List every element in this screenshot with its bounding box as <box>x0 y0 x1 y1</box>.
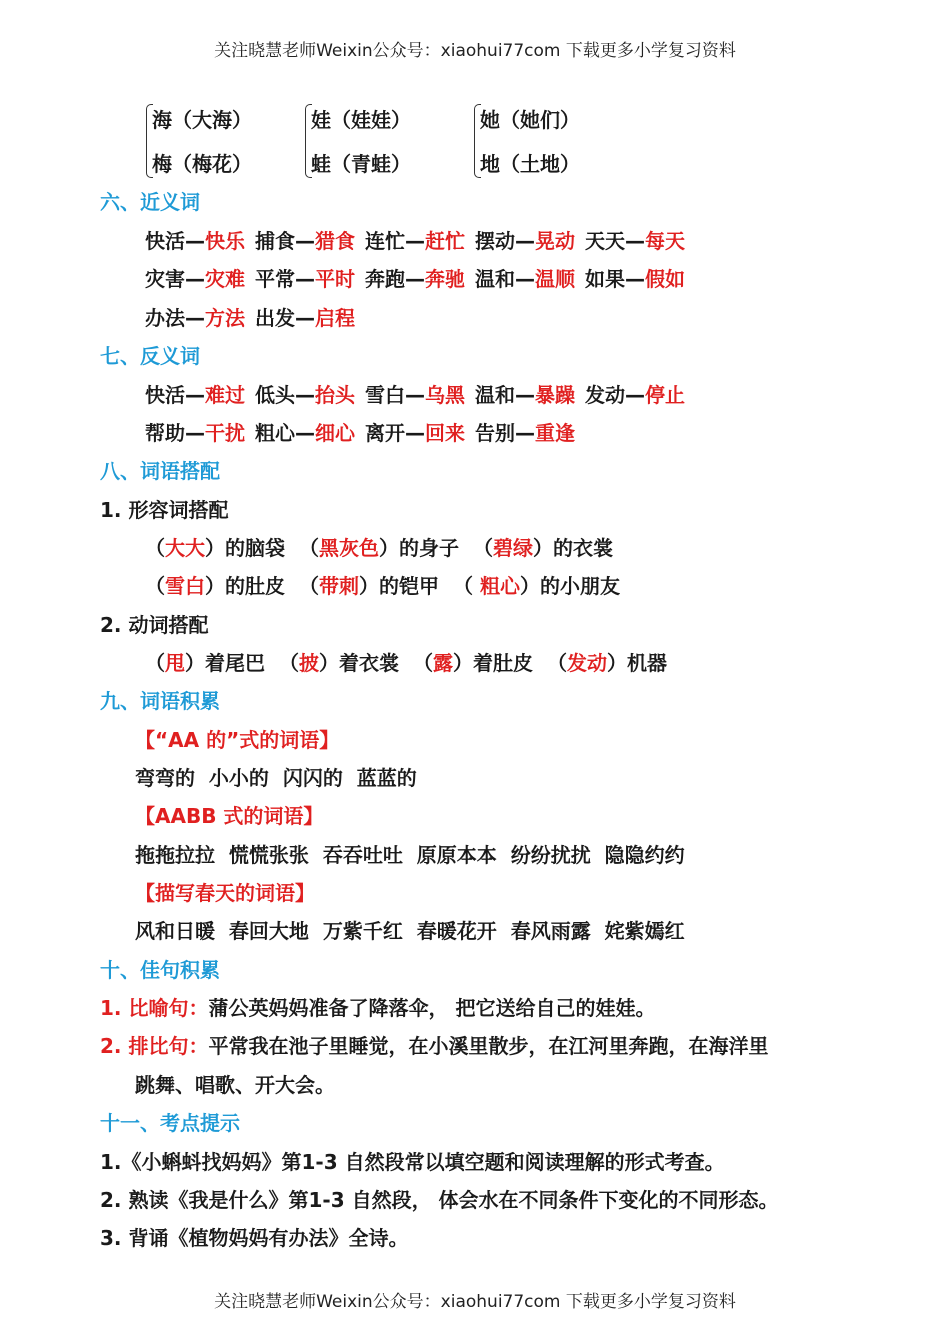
answer-word: 重逢 <box>535 421 575 445</box>
word-pair <box>145 228 245 254</box>
answer-word: 方法 <box>205 306 245 330</box>
dash-separator: — <box>405 229 425 253</box>
paren-open: （ <box>145 574 165 598</box>
word-pair <box>585 228 685 254</box>
word-pair <box>475 228 575 254</box>
dash-separator: — <box>295 306 315 330</box>
section-title-accumulation: 九、词语积累 <box>100 689 220 713</box>
dash-separator: — <box>295 229 315 253</box>
dash-separator: — <box>625 229 645 253</box>
answer-word: 碧绿 <box>493 536 533 560</box>
paren-open: （ <box>453 574 473 598</box>
category-heading: 【描写春天的词语】 <box>135 881 315 905</box>
sentence-label: 1. 比喻句： <box>100 996 209 1020</box>
answer-word: 发动 <box>567 651 607 675</box>
paren-open: （ <box>473 536 493 560</box>
section-title-sentences: 十、佳句积累 <box>100 958 220 982</box>
word-list: 弯弯的 小小的 闪闪的 蓝蓝的 <box>135 766 417 790</box>
word-pair <box>255 420 355 446</box>
answer-word: 温顺 <box>535 267 575 291</box>
word-pair <box>365 266 465 292</box>
page-header: 关注晓慧老师Weixin公众号：xiaohui77com 下载更多小学复习资料 <box>214 41 736 61</box>
word: 离开 <box>365 421 405 445</box>
collocation <box>473 535 613 561</box>
exam-tip-item: 1.《小蝌蚪找妈妈》第1-3 自然段常以填空题和阅读理解的形式考查。 <box>100 1150 725 1174</box>
word: 天天 <box>585 229 625 253</box>
collocation <box>145 650 265 676</box>
word: 奔跑 <box>365 267 405 291</box>
subheading-verb: 2. 动词搭配 <box>100 613 209 637</box>
answer-word: 回来 <box>425 421 465 445</box>
synonym-row <box>145 305 355 331</box>
answer-word: 快乐 <box>205 229 245 253</box>
word: 的衣裳 <box>553 536 613 560</box>
word: 的脑袋 <box>225 536 285 560</box>
word: 出发 <box>255 306 295 330</box>
paren-close: ） <box>205 536 225 560</box>
dash-separator: — <box>515 383 535 407</box>
paren-close: ） <box>185 651 205 675</box>
answer-word: 每天 <box>645 229 685 253</box>
word: 的身子 <box>399 536 459 560</box>
dash-separator: — <box>515 229 535 253</box>
word: 如果 <box>585 267 625 291</box>
answer-word: 带刺 <box>319 574 359 598</box>
word: 灾害 <box>145 267 185 291</box>
answer-word: 假如 <box>645 267 685 291</box>
dash-separator: — <box>405 421 425 445</box>
answer-word: 雪白 <box>165 574 205 598</box>
dash-separator: — <box>515 267 535 291</box>
dash-separator: — <box>185 383 205 407</box>
word-pair <box>585 382 685 408</box>
subheading-adjective: 1. 形容词搭配 <box>100 498 229 522</box>
category-heading: 【“AA 的”式的词语】 <box>135 728 340 752</box>
collocation <box>413 650 533 676</box>
paren-close: ） <box>453 651 473 675</box>
sentence-parallelism <box>100 1033 768 1059</box>
char-group-item: 她（她们） <box>480 108 580 132</box>
collocation <box>145 535 285 561</box>
word: 的铠甲 <box>379 574 439 598</box>
dash-separator: — <box>625 383 645 407</box>
dash-separator: — <box>405 383 425 407</box>
dash-separator: — <box>625 267 645 291</box>
antonym-row <box>145 420 575 446</box>
synonym-row <box>145 228 685 254</box>
word-pair <box>365 382 465 408</box>
word-pair <box>145 305 245 331</box>
answer-word: 晃动 <box>535 229 575 253</box>
word-pair <box>475 266 575 292</box>
dash-separator: — <box>185 306 205 330</box>
paren-close: ） <box>533 536 553 560</box>
word: 粗心 <box>255 421 295 445</box>
word-list: 拖拖拉拉 慌慌张张 吞吞吐吐 原原本本 纷纷扰扰 隐隐约约 <box>135 843 685 867</box>
word: 的小朋友 <box>539 574 620 598</box>
word: 摆动 <box>475 229 515 253</box>
word: 低头 <box>255 383 295 407</box>
word: 告别 <box>475 421 515 445</box>
word-pair <box>365 228 465 254</box>
page-footer: 关注晓慧老师Weixin公众号：xiaohui77com 下载更多小学复习资料 <box>214 1292 736 1312</box>
collocation <box>299 535 459 561</box>
section-title-collocation: 八、词语搭配 <box>100 459 220 483</box>
answer-word: 甩 <box>165 651 185 675</box>
paren-close: ） <box>319 651 339 675</box>
dash-separator: — <box>405 267 425 291</box>
sentence-text-continued: 跳舞、唱歌、开大会。 <box>135 1073 335 1097</box>
sentence-metaphor <box>100 995 655 1021</box>
dash-separator: — <box>185 229 205 253</box>
paren-open: （ <box>413 651 433 675</box>
word: 温和 <box>475 267 515 291</box>
answer-word: 披 <box>299 651 319 675</box>
word: 帮助 <box>145 421 185 445</box>
answer-word: 赶忙 <box>425 229 465 253</box>
dash-separator: — <box>185 267 205 291</box>
answer-word: 猎食 <box>315 229 355 253</box>
collocation <box>299 573 439 599</box>
word: 连忙 <box>365 229 405 253</box>
answer-word: 难过 <box>205 383 245 407</box>
char-group-item: 蛙（青蛙） <box>311 152 411 176</box>
section-title-exam-tips: 十一、考点提示 <box>100 1111 240 1135</box>
word: 快活 <box>145 383 185 407</box>
paren-open: （ <box>299 574 319 598</box>
word: 捕食 <box>255 229 295 253</box>
answer-word: 细心 <box>315 421 355 445</box>
paren-open: （ <box>547 651 567 675</box>
paren-close: ） <box>205 574 225 598</box>
word: 快活 <box>145 229 185 253</box>
answer-word: 大大 <box>165 536 205 560</box>
word: 雪白 <box>365 383 405 407</box>
answer-word: 灾难 <box>205 267 245 291</box>
word-pair <box>475 382 575 408</box>
exam-tip-item: 3. 背诵《植物妈妈有办法》全诗。 <box>100 1226 409 1250</box>
collocation <box>145 573 285 599</box>
word-pair <box>365 420 465 446</box>
char-group-item: 娃（娃娃） <box>311 108 411 132</box>
word-pair <box>255 382 355 408</box>
word-pair <box>145 382 245 408</box>
char-group-item: 海（大海） <box>152 108 252 132</box>
word: 平常 <box>255 267 295 291</box>
word: 着肚皮 <box>473 651 533 675</box>
word: 发动 <box>585 383 625 407</box>
dash-separator: — <box>295 421 315 445</box>
answer-word: 启程 <box>315 306 355 330</box>
exam-tip-item: 2. 熟读《我是什么》第1-3 自然段， 体会水在不同条件下变化的不同形态。 <box>100 1188 779 1212</box>
section-title-antonyms: 七、反义词 <box>100 344 200 368</box>
word: 着尾巴 <box>205 651 265 675</box>
char-group-item: 梅（梅花） <box>152 152 252 176</box>
word-pair <box>475 420 575 446</box>
word: 机器 <box>627 651 667 675</box>
category-heading: 【AABB 式的词语】 <box>135 804 324 828</box>
word: 着衣裳 <box>339 651 399 675</box>
paren-close: ） <box>607 651 627 675</box>
paren-close: ） <box>359 574 379 598</box>
paren-open: （ <box>145 651 165 675</box>
char-group-item: 地（土地） <box>480 152 580 176</box>
word-pair <box>255 228 355 254</box>
sentence-text: 平常我在池子里睡觉，在小溪里散步，在江河里奔跑，在海洋里 <box>208 1034 769 1058</box>
word-pair <box>145 420 245 446</box>
paren-close: ） <box>379 536 399 560</box>
answer-word: 奔驰 <box>425 267 465 291</box>
paren-open: （ <box>145 536 165 560</box>
word-pair <box>255 305 355 331</box>
paren-open: （ <box>299 536 319 560</box>
word: 办法 <box>145 306 185 330</box>
dash-separator: — <box>295 383 315 407</box>
collocation <box>279 650 399 676</box>
word-pair <box>255 266 355 292</box>
answer-word: 露 <box>433 651 453 675</box>
answer-word: 暴躁 <box>535 383 575 407</box>
word-pair <box>145 266 245 292</box>
adjective-row <box>145 573 620 599</box>
adjective-row <box>145 535 613 561</box>
synonym-row <box>145 266 685 292</box>
word: 温和 <box>475 383 515 407</box>
answer-word: 停止 <box>645 383 685 407</box>
word-list: 风和日暖 春回大地 万紫千红 春暖花开 春风雨露 姹紫嫣红 <box>135 919 685 943</box>
section-title-synonyms: 六、近义词 <box>100 190 200 214</box>
answer-word: 粗心 <box>473 574 520 598</box>
paren-open: （ <box>279 651 299 675</box>
sentence-text: 蒲公英妈妈准备了降落伞， 把它送给自己的娃娃。 <box>208 996 656 1020</box>
collocation <box>453 573 620 599</box>
antonym-row <box>145 382 685 408</box>
sentence-label: 2. 排比句： <box>100 1034 209 1058</box>
verb-row <box>145 650 667 676</box>
answer-word: 平时 <box>315 267 355 291</box>
answer-word: 乌黑 <box>425 383 465 407</box>
collocation <box>547 650 667 676</box>
answer-word: 抬头 <box>315 383 355 407</box>
word-pair <box>585 266 685 292</box>
dash-separator: — <box>295 267 315 291</box>
dash-separator: — <box>185 421 205 445</box>
answer-word: 干扰 <box>205 421 245 445</box>
paren-close: ） <box>519 574 540 598</box>
word: 的肚皮 <box>225 574 285 598</box>
dash-separator: — <box>515 421 535 445</box>
answer-word: 黑灰色 <box>319 536 379 560</box>
